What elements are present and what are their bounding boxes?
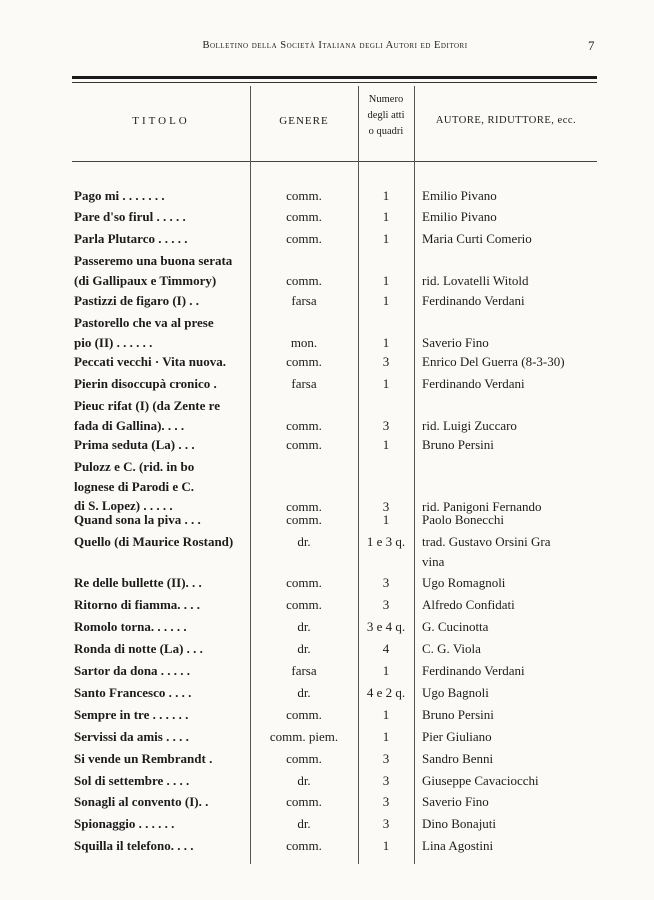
genre-cell: comm. [286, 575, 322, 590]
acts-cell: 1 [382, 273, 390, 288]
numero-line-2: degli atti [367, 110, 405, 121]
title-cell: Romolo torna. . . . . . [74, 619, 187, 634]
acts-cell: 3 e 4 q. [366, 619, 406, 634]
genre-cell: comm. [286, 437, 322, 452]
author-cell: Ferdinando Verdani [422, 293, 525, 308]
column-header-numero [358, 92, 414, 140]
genre-cell: dr. [297, 816, 311, 831]
title-cell: Sonagli al convento (I). . [74, 794, 209, 809]
acts-cell: 1 [382, 437, 390, 452]
genre-cell: comm. [286, 418, 322, 433]
acts-cell: 3 [382, 794, 390, 809]
author-cell: Maria Curti Comerio [422, 231, 532, 246]
acts-cell: 1 [382, 663, 390, 678]
genre-cell: mon. [290, 335, 318, 350]
acts-cell: 1 [382, 293, 390, 308]
author-cell: Bruno Persini [422, 437, 494, 452]
title-cell: Si vende un Rembrandt . [74, 751, 213, 766]
author-cell: Ferdinando Verdani [422, 376, 525, 391]
acts-cell: 1 [382, 231, 390, 246]
genre-cell: comm. [286, 354, 322, 369]
page-number: 7 [588, 38, 595, 53]
acts-cell: 1 [382, 209, 390, 224]
title-cell: Ronda di notte (La) . . . [74, 641, 203, 656]
author-cell: Enrico Del Guerra (8-3-30) [422, 354, 565, 369]
author-cell: Sandro Benni [422, 751, 494, 766]
acts-cell: 3 [382, 575, 390, 590]
acts-cell: 1 [382, 188, 390, 203]
title-cell: Pastorello che va al prese pio (II) . . . . . . [74, 315, 214, 350]
author-cell: Giuseppe Cavaciocchi [422, 773, 539, 788]
top-rule-thin [72, 82, 597, 83]
author-cell: Alfredo Confidati [422, 597, 515, 612]
author-cell: rid. Panigoni Fernando [422, 499, 542, 514]
author-cell: Ferdinando Verdani [422, 663, 525, 678]
title-cell: Sartor da dona . . . . . [74, 663, 191, 678]
column-header-titolo: TITOLO [132, 115, 190, 127]
acts-cell: 3 [382, 354, 390, 369]
genre-cell: dr. [297, 619, 311, 634]
genre-cell: comm. [286, 512, 322, 527]
title-cell: Ritorno di fiamma. . . . [74, 597, 201, 612]
acts-cell: 1 [382, 512, 390, 527]
acts-cell: 3 [382, 418, 390, 433]
title-cell: Sempre in tre . . . . . . [74, 707, 189, 722]
genre-cell: comm. [286, 273, 322, 288]
title-cell: Peccati vecchi · Vita nuova. [74, 354, 227, 369]
acts-cell: 3 [382, 751, 390, 766]
author-cell: Bruno Persini [422, 707, 494, 722]
author-cell: Saverio Fino [422, 794, 489, 809]
genre-cell: dr. [297, 685, 311, 700]
acts-cell: 3 [382, 597, 390, 612]
acts-cell: 3 [382, 499, 390, 514]
genre-cell: farsa [291, 663, 317, 678]
author-cell: Emilio Pivano [422, 188, 497, 203]
genre-cell: farsa [291, 376, 317, 391]
genre-cell: comm. [286, 597, 322, 612]
title-cell: Parla Plutarco . . . . . [74, 231, 188, 246]
author-cell: rid. Luigi Zuccaro [422, 418, 517, 433]
genre-cell: comm. [286, 499, 322, 514]
genre-cell: dr. [297, 534, 311, 549]
title-cell: Pulozz e C. (rid. in bo lognese di Parodi e C. di S. Lopez) . . . . . [74, 459, 195, 513]
title-cell: Pare d'so firul . . . . . [74, 209, 186, 224]
author-cell: Dino Bonajuti [422, 816, 497, 831]
numero-line-3: o quadri [368, 126, 404, 137]
acts-cell: 1 [382, 335, 390, 350]
author-cell: Emilio Pivano [422, 209, 497, 224]
author-cell: Pier Giuliano [422, 729, 492, 744]
running-header: Bolletino della Società Italiana degli Autori ed Editori [202, 40, 468, 51]
genre-cell: comm. [286, 751, 322, 766]
acts-cell: 1 [382, 729, 390, 744]
genre-cell: comm. [286, 231, 322, 246]
column-header-genere: GENERE [279, 115, 329, 127]
column-header-autore: AUTORE, RIDUTTORE, ecc. [435, 115, 577, 126]
title-cell: Pastizzi de figaro (I) . . [74, 293, 200, 308]
title-cell: Spionaggio . . . . . . [74, 816, 175, 831]
acts-cell: 4 [382, 641, 390, 656]
title-cell: Santo Francesco . . . . [74, 685, 192, 700]
genre-cell: comm. [286, 838, 322, 853]
title-cell: Prima seduta (La) . . . [74, 437, 195, 452]
acts-cell: 1 [382, 376, 390, 391]
header-bottom-rule [72, 161, 597, 162]
numero-line-1: Numero [368, 94, 404, 105]
top-rule-thick [72, 76, 597, 79]
author-cell: G. Cucinotta [422, 619, 489, 634]
author-cell: rid. Lovatelli Witold [422, 273, 529, 288]
title-cell: Pago mi . . . . . . . [74, 188, 165, 203]
title-cell: Re delle bullette (II). . . [74, 575, 202, 590]
genre-cell: dr. [297, 641, 311, 656]
title-cell: Sol di settembre . . . . [74, 773, 190, 788]
genre-cell: comm. piem. [269, 729, 339, 744]
title-cell: Passeremo una buona serata (di Gallipaux e Timmory) [74, 253, 233, 288]
title-cell: Servissi da amis . . . . [74, 729, 189, 744]
acts-cell: 4 e 2 q. [366, 685, 406, 700]
author-cell: Paolo Bonecchi [422, 512, 504, 527]
genre-cell: comm. [286, 209, 322, 224]
acts-cell: 1 [382, 707, 390, 722]
column-divider-autore [414, 86, 415, 864]
genre-cell: farsa [291, 293, 317, 308]
genre-cell: comm. [286, 707, 322, 722]
acts-cell: 1 [382, 838, 390, 853]
title-cell: Pieuc rifat (I) (da Zente re fada di Gallina). . . . [74, 398, 220, 433]
title-cell: Quand sona la piva . . . [74, 512, 201, 527]
author-cell: Lina Agostini [422, 838, 494, 853]
acts-cell: 1 e 3 q. [366, 534, 406, 549]
genre-cell: comm. [286, 188, 322, 203]
title-cell: Pierin disoccupà cronico . [74, 376, 217, 391]
acts-cell: 3 [382, 773, 390, 788]
genre-cell: comm. [286, 794, 322, 809]
title-cell: Quello (di Maurice Rostand) [74, 534, 234, 549]
author-cell: C. G. Viola [422, 641, 481, 656]
author-cell: Ugo Romagnoli [422, 575, 506, 590]
acts-cell: 3 [382, 816, 390, 831]
author-cell: Saverio Fino [422, 335, 489, 350]
author-cell: Ugo Bagnoli [422, 685, 489, 700]
author-cell: trad. Gustavo Orsini Gra vina [422, 534, 551, 569]
genre-cell: dr. [297, 773, 311, 788]
title-cell: Squilla il telefono. . . . [74, 838, 194, 853]
